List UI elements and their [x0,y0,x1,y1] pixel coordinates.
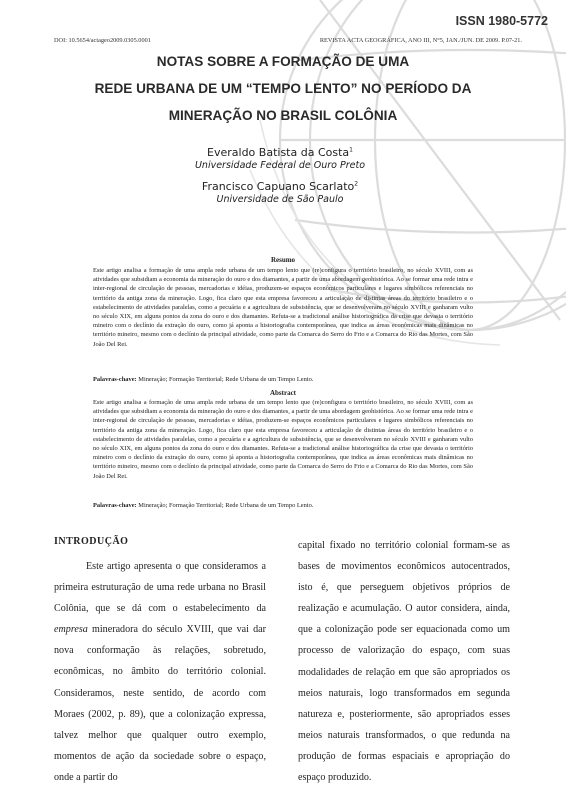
keywords-text: Mineração; Formação Territorial; Rede Urbana de um Tempo Lento. [138,376,314,383]
resumo-text: Este artigo analisa a formação de uma ampla rede urbana de um tempo lento que (re)configura o território brasileiro, no século XVIII, com as atividades que subsidiam a economia da mineração do ouro e dos diamantes, a partir de uma abordagem geohistórica. Ao se formar uma rede intra e inter-regional de circulação de pessoas, mercadorias e idéias, produzem-se espaços econômicos particulares e lugares simbólicos referenciais no território da antiga zona da mineração. Logo, fica claro que esta empresa favoreceu a articulação de distintas áreas do território brasileiro e o estabelecimento de atividades paralelas, como a pecuária e a agricultura de subsistência, que se desenvolveram no século XVIII e ganharam vulto no século XIX, em alguns pontos da zona do ouro e dos diamantes. Refuta-se a tradicional análise historiográfica da crise que devasta o território mineiro com o declínio da extração do ouro, como já aponta a historiografia contemporânea, que indica as áreas econômicas mais dinâmicas no território mineiro, mesmo com o declínio da principal atividade, como parte da Comarca do Serro do Frio e a Comarca do Rio das Mortes, com São João Del Rei. [93,267,473,348]
body-column-right [298,535,510,788]
article-title [40,48,526,129]
keywords-label: Palavras-chave: [93,502,137,509]
title-line: NOTAS SOBRE A FORMAÇÃO DE UMA [156,54,410,69]
author-1 [40,146,520,159]
title-line: REDE URBANA DE UM “TEMPO LENTO” NO PERÍODO DA [94,81,472,96]
keywords-text: Mineração; Formação Territorial; Rede Urbana de um Tempo Lento. [138,502,314,509]
abstract-text: Este artigo analisa a formação de uma ampla rede urbana de um tempo lento que (re)configura o território brasileiro, no século XVIII, com as atividades que subsidiam a economia da mineração do ouro e dos diamantes, a partir de uma abordagem geohistórica. Ao se formar uma rede intra e inter-regional de circulação de pessoas, mercadorias e idéias, produzem-se espaços econômicos particulares e lugares simbólicos referenciais no território da antiga zona da mineração. Logo, fica claro que esta empresa favoreceu a articulação de distintas áreas do território brasileiro e o estabelecimento de atividades paralelas, como a pecuária e a agricultura de subsistência, que se desenvolveram no século XVIII e ganharam vulto no século XIX, em alguns pontos da zona do ouro e dos diamantes. Refuta-se a tradicional análise historiográfica da crise que devasta o território mineiro com o declínio da extração do ouro, como já aponta a historiografia contemporânea, que indica as áreas econômicas mais dinâmicas no território mineiro, mesmo com o declínio da principal atividade, como parte da Comarca do Serro do Frio e a Comarca do Rio das Mortes, com São João Del Rei. [93,399,473,480]
doi: DOI: 10.5654/actageo2009.0305.0001 [54,37,151,44]
body-text: Este artigo apresenta o que consideramos a primeira estruturação de uma rede urbana no Brasil Colônia, que se dá com o estabelecimento da [54,561,266,615]
author-name: Francisco Capuano Scarlato [201,180,355,193]
section-heading-introducao: INTRODUÇÃO [54,536,129,547]
body-text: mineradora do século XVIII, que vai dar nova conformação às relações, sobretudo, econômicas, no âmbito do território colonial. Consideramos, neste sentido, de acordo com Moraes (2002, p. 89), que a colonização expressa, talvez melhor que qualquer outro exemplo, momentos de ação da sociedade sobre o espaço, onde a partir do [54,624,266,783]
affiliation-1: Universidade Federal de Ouro Preto [194,160,366,171]
issn: ISSN 1980-5772 [455,14,548,28]
journal-reference: REVISTA ACTA GEOGRÁFICA, ANO III, N°5, JAN./JUN. DE 2009. P.07-21. [319,37,522,44]
abstract-heading: Abstract [269,389,297,397]
author-name: Everaldo Batista da Costa [207,146,350,159]
footnote-marker: 1 [349,146,353,154]
abstract-keywords [93,501,473,510]
title-line: MINERAÇÃO NO BRASIL COLÔNIA [168,108,398,123]
resumo-keywords [93,375,473,384]
affiliation-2: Universidade de São Paulo [216,194,344,205]
author-2 [40,180,520,193]
footnote-marker: 2 [354,180,359,188]
keywords-label: Palavras-chave: [93,376,137,383]
body-column-left [54,556,266,788]
body-text-italic: empresa [54,624,88,636]
body-text: capital fixado no território colonial formam-se as bases de movimentos econômicos autocentrados, isto é, que perseguem objetivos próprios de realização e acumulação. O autor considera, ainda, que a colonização pode ser equacionada como um processo de valorização do espaço, com suas modalidades de relação em que são apropriados os meios naturais, logo transformados em segunda natureza e, posteriormente, são apropriados esses meios naturais transformados, o que redunda na produção de formas espaciais e apropriação do espaço produzido. [298,540,510,784]
resumo-heading: Resumo [270,256,296,264]
